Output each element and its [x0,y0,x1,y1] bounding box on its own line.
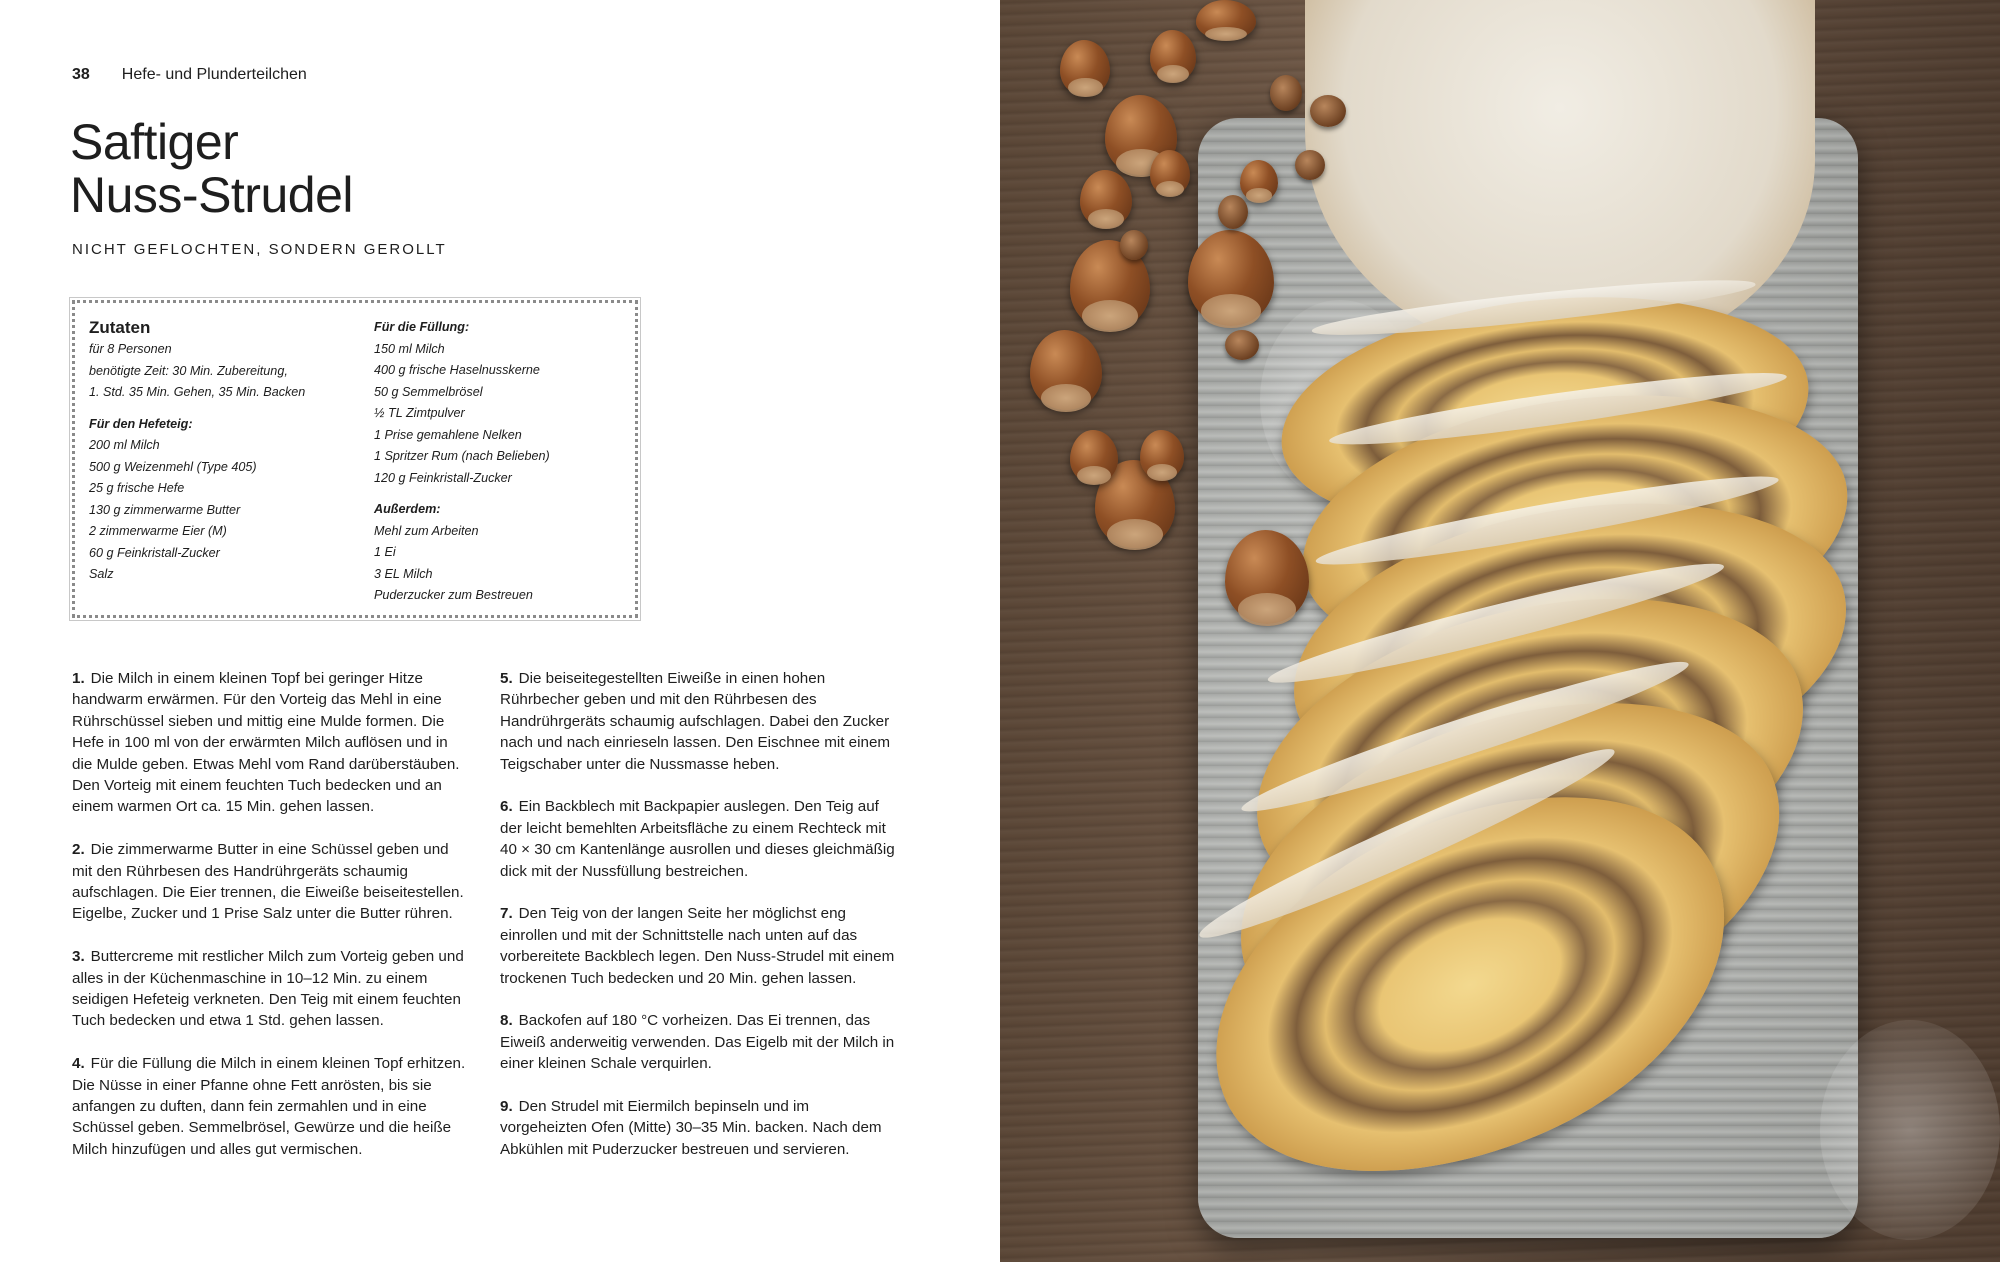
step [500,1096,900,1160]
ingredients-column-1 [89,317,349,586]
step [500,796,900,882]
hazelnut-icon [1080,170,1132,228]
ingredient-item: Salz [89,567,114,581]
ingredient-item: 2 zimmerwarme Eier (M) [89,524,227,538]
step-number: 7. [500,905,513,923]
ingredient-item: 25 g frische Hefe [89,481,185,495]
fuellung-heading: Für die Füllung: [374,320,470,334]
steps-column-2 [500,668,900,1182]
servings: für 8 Personen [89,342,172,356]
step [500,1010,900,1074]
ingredient-item: 1 Prise gemahlene Nelken [374,427,522,442]
ingredient-item: 120 g Feinkristall-Zucker [374,470,512,485]
step-text: Für die Füllung die Milch in einem kleinen Topf erhitzen. Die Nüsse in einer Pfanne ohne Fett anrösten, bis sie anfangen zu duften, dann fein zermahlen und in eine Schüssel geben. Semmelbrösel, Gewürze und die heiße Milch hinzufügen und alles gut vermischen. [72,1055,466,1158]
strudel-photo [1000,0,2000,1262]
section-title: Hefe- und Plunderteilchen [121,66,307,83]
hazelnut-icon [1150,30,1196,82]
ausserdem-heading: Außerdem: [374,502,441,516]
hazelnut-kernel-icon [1218,195,1248,229]
step [72,839,472,925]
step [500,668,900,775]
hazelnut-kernel-icon [1295,150,1325,180]
page-header [72,66,307,84]
hefeteig-heading: Für den Hefeteig: [89,416,193,431]
ingredient-item: Mehl zum Arbeiten [374,523,479,538]
ingredient-item: 1 Ei [374,545,396,559]
recipe-subtitle: NICHT GEFLOCHTEN, SONDERN GEROLLT [72,241,447,258]
step [72,668,472,818]
step-text: Die beiseitegestellten Eiweiße in einen hohen Rührbecher geben und mit den Rührbesen des Handrührgeräts schaumig aufschlagen. Dabei den Zucker nach und nach einrieseln lassen. Den Eischnee mit einem Teigschaber unter die Nussmasse heben. [500,670,891,773]
time-info: benötigte Zeit: 30 Min. Zubereitung, [89,363,288,378]
time-info: 1. Std. 35 Min. Gehen, 35 Min. Backen [89,385,306,399]
ingredient-item: Puderzucker zum Bestreuen [374,588,533,602]
hazelnut-kernel-icon [1310,95,1346,127]
recipe-title-line1: Saftiger [70,114,239,170]
hazelnut-icon [1240,160,1278,202]
step-number: 6. [500,798,513,816]
step [72,946,472,1032]
step-number: 5. [500,670,513,687]
recipe-title-line2: Nuss-Strudel [70,167,353,223]
step-number: 8. [500,1012,513,1030]
ingredient-item: 1 Spritzer Rum (nach Belieben) [374,449,550,463]
hazelnut-icon [1140,430,1184,480]
ingredient-item: 3 EL Milch [374,566,433,581]
ingredient-item: 150 ml Milch [374,341,445,356]
ingredient-item: 130 g zimmerwarme Butter [89,502,241,517]
step-text: Buttercreme mit restlicher Milch zum Vorteig geben und alles in der Küchenmaschine in 10–12 Min. zu einem seidigen Hefeteig verkneten. Den Teig mit einem feuchten Tuch bedecken und etwa 1 Std. gehen lassen. [72,948,464,1030]
ingredients-column-2 [374,317,634,607]
ingredient-item: 500 g Weizenmehl (Type 405) [89,459,257,474]
step-number: 2. [72,841,85,859]
step-text: Ein Backblech mit Backpapier auslegen. Den Teig auf der leicht bemehlten Arbeitsfläche zu einem Rechteck mit 40 × 30 cm Kantenlänge ausrollen und dieses gleichmäßig dick mit der Nussfüllung bestreichen. [500,798,895,880]
step [72,1053,472,1160]
ingredients-title: Zutaten [89,318,151,337]
ingredient-item: 200 ml Milch [89,438,160,452]
page-number: 38 [72,66,90,83]
step-text: Die Milch in einem kleinen Topf bei geringer Hitze handwarm erwärmen. Für den Vorteig das Mehl in eine Rührschüssel sieben und mittig eine Mulde formen. Die Hefe in 100 ml von der erwärmten Milch auflösen und in die Mulde geben. Etwas Mehl vom Rand darüberstäuben. Den Vorteig mit einem feuchten Tuch bedecken und an einem warmen Ort ca. 15 Min. gehen lassen. [72,670,460,816]
ingredients-box [72,300,638,618]
ingredient-item: ½ TL Zimtpulver [374,406,465,420]
step-text: Den Teig von der langen Seite her möglichst eng einrollen und mit der Schnittstelle nach unten auf das vorbereitete Backblech legen. Den Nuss-Strudel mit einem trockenen Tuch bedecken und 20 Min. gehen lassen. [500,905,895,987]
step-number: 9. [500,1098,513,1116]
step-number: 1. [72,670,85,687]
step-text: Backofen auf 180 °C vorheizen. Das Ei trennen, das Eiweiß anderweitig verwenden. Das Eigelb mit der Milch in einer kleinen Schale verquirlen. [500,1012,895,1073]
hazelnut-icon [1070,430,1118,484]
step-text: Die zimmerwarme Butter in eine Schüssel geben und mit den Rührbesen des Handrührgeräts schaumig aufschlagen. Die Eier trennen, die Eiweiße beiseitestellen. Eigelbe, Zucker und 1 Prise Salz unter die Butter rühren. [72,841,464,923]
ingredient-item: 400 g frische Haselnusskerne [374,363,540,377]
hazelnut-icon [1150,150,1190,196]
hazelnut-icon [1196,0,1256,40]
recipe-title [70,116,353,222]
step-number: 3. [72,948,85,966]
ingredient-item: 50 g Semmelbrösel [374,384,483,399]
step-number: 4. [72,1055,85,1073]
powdered-sugar [1820,1020,2000,1240]
step [500,903,900,989]
ingredient-item: 60 g Feinkristall-Zucker [89,545,220,560]
hazelnut-kernel-icon [1120,230,1148,260]
hazelnut-icon [1060,40,1110,96]
hazelnut-kernel-icon [1270,75,1302,111]
hazelnut-kernel-icon [1225,330,1259,360]
steps-column-1 [72,668,472,1182]
step-text: Den Strudel mit Eiermilch bepinseln und im vorgeheizten Ofen (Mitte) 30–35 Min. backen. Nach dem Abkühlen mit Puderzucker bestreuen und servieren. [500,1098,882,1158]
